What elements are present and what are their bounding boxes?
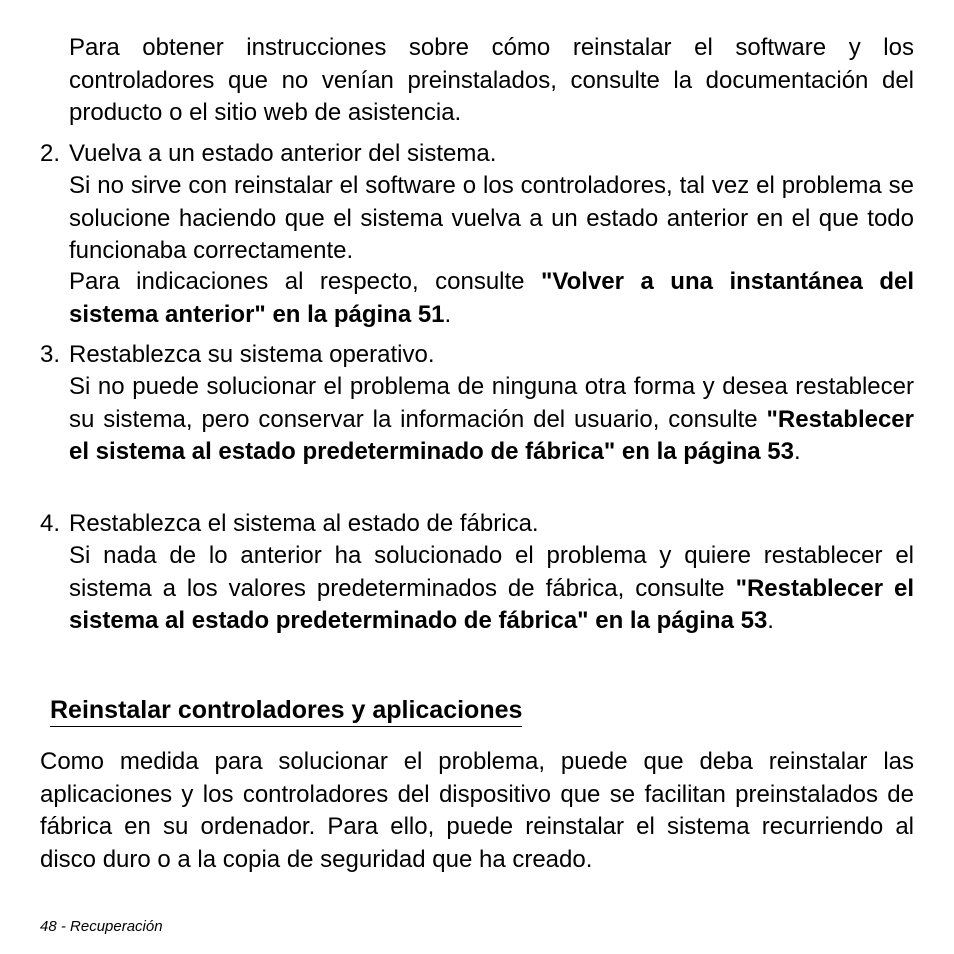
step-3-title: Restablezca su sistema operativo. (69, 341, 435, 368)
step-4-title: Restablezca el sistema al estado de fábrica. (69, 510, 539, 537)
step-4-number: 4. (40, 510, 61, 537)
step-2-reference (69, 266, 914, 331)
step-2-title: Vuelva a un estado anterior del sistema. (69, 140, 497, 167)
step-3-number: 3. (40, 341, 61, 368)
step-4-reference-suffix: . (767, 607, 774, 635)
step-4-body-prefix: Si nada de lo anterior ha solucionado el problema y quiere restablecer el sistema a los valores predeterminados de fábrica, consulte (69, 542, 914, 602)
step-2-number: 2. (40, 140, 61, 167)
step-3-reference-link[interactable]: "Restablecer el sistema al estado predeterminado de fábrica" en la página 53 (69, 405, 914, 466)
step-3-body (69, 371, 914, 469)
section-body: Como medida para solucionar el problema, puede que deba reinstalar las aplicaciones y los controladores del dispositivo que se facilitan preinstalados de fábrica en su ordenador. Para ello, puede reinstalar el sistema recurriendo al disco duro o a la copia de seguridad que ha creado. (40, 748, 914, 873)
step-3-reference-suffix: . (793, 438, 801, 466)
step-2-body: Si no sirve con reinstalar el software o los controladores, tal vez el problema se solucione haciendo que el sistema vuelva a un estado anterior en el que todo funcionaba correctamente. (69, 172, 914, 265)
step-4-reference-link[interactable]: "Restablecer el sistema al estado predeterminado de fábrica" en la página 53 (69, 574, 914, 635)
step-2-reference-prefix: Para indicaciones al respecto, consulte (69, 268, 542, 295)
step-2-reference-suffix: . (444, 300, 452, 328)
section-heading: Reinstalar controladores y aplicaciones (50, 694, 522, 727)
step-2-reference-link[interactable]: "Volver a una instantánea del sistema anterior" en la página 51 (69, 268, 915, 328)
intro-paragraph: Para obtener instrucciones sobre cómo reinstalar el software y los controladores que no venían preinstalados, consulte la documentación del producto o el sitio web de asistencia. (69, 34, 914, 127)
step-3-body-prefix: Si no puede solucionar el problema de ninguna otra forma y desea restablecer su sistema, pero conservar la información del usuario, consulte (69, 373, 914, 433)
step-4-body (69, 540, 914, 638)
page-footer: 48 - Recuperación (40, 918, 163, 935)
